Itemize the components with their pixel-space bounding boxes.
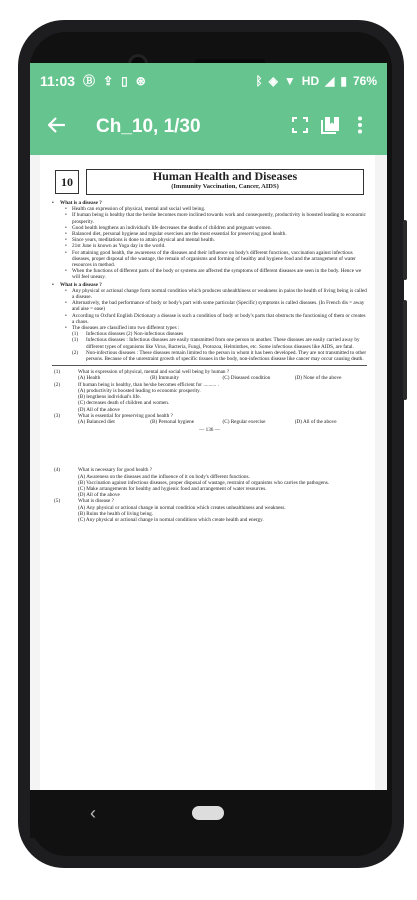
option: (B) Vaccination against infectious diseases, proper disposal of wastage, restraint of organisms who carries the pathogens.	[78, 479, 330, 486]
chapter-title-box	[86, 169, 364, 195]
note-text: Since years, meditations is done to attain physical and mental health.	[72, 237, 215, 244]
note-text: If human being is healthy that the he/she becomes more inclined towards work and consequently, productivity is boosted leading to economic prosperity.	[72, 212, 366, 225]
questions-section-2	[52, 467, 367, 523]
signal-icon: ◢	[325, 74, 335, 88]
question-text: What is necessary for good health ?	[78, 467, 153, 474]
note-text: Balanced diet, personal hygiene and regular exercises are the most essential for preserving good health.	[72, 231, 287, 238]
back-arrow-icon[interactable]	[42, 117, 72, 138]
note-text: Infectious diseases : Infectious diseases are easily transmitted from one person to another. These diseases are easily carried away by different types of organisms like Virus, Bacteria, Fungi, Protozoa, Helminthes, etc. Some infectious diseases like AIDS, are fatal.	[86, 337, 360, 350]
option: (D) None of the above	[294, 375, 342, 382]
question-number: (3)	[54, 412, 61, 419]
note-text: Health can expression of physical, mental and social well being.	[72, 206, 206, 213]
volume-button	[403, 300, 407, 400]
question-number: (4)	[54, 467, 61, 474]
battery-icon: ▮	[340, 74, 347, 88]
note-text: Any physical or actional change form normal condition which produces unhealthiness or weakness in pains the health of living being is called a disease.	[72, 287, 367, 301]
option: (C) Diseased condition	[222, 375, 271, 382]
sync-icon: ⊛	[135, 74, 146, 88]
questions-section	[52, 369, 367, 425]
option: (D) All of the above	[78, 406, 120, 413]
option: (B) Personal hygiene	[150, 418, 195, 425]
note-text: According to Oxford English Dictionary a disease is such a condition of body or body's parts that obstructs the functioning of them or creates a chaos.	[72, 312, 366, 325]
bookmarks-icon[interactable]	[315, 116, 345, 139]
option: (B) Ruins the health of living being.	[78, 510, 154, 517]
note-line	[52, 250, 367, 269]
chapter-subtitle: (Immunity Vaccination, Cancer, AIDS)	[171, 183, 279, 190]
status-bar	[30, 63, 387, 99]
app-bar	[30, 99, 387, 155]
question-text: What is disease ?	[78, 498, 114, 505]
option: (A) Awareness on the diseases and the influence of it on body's different functions.	[78, 473, 250, 480]
note-text: What is a disease ?	[60, 200, 102, 206]
note-line	[52, 313, 367, 325]
network-type: HD	[301, 74, 320, 88]
note-line	[52, 350, 367, 362]
option: (A) productivity is boosted leading to economic prosperity.	[78, 387, 201, 394]
item-number: (2)	[72, 349, 79, 356]
note-text: What is a disease ?	[60, 281, 102, 288]
fullscreen-icon[interactable]	[285, 117, 315, 138]
screen	[30, 63, 387, 790]
question-number: (2)	[54, 381, 61, 388]
page-content	[52, 199, 367, 523]
question-text: What is expression of physical, mental and social well being by human ?	[78, 369, 230, 376]
option: (A) Balanced diet	[78, 418, 115, 425]
vibrate-icon: ◈	[268, 74, 278, 88]
upload-icon: ⇪	[103, 74, 114, 88]
option: (C) decreases death of children and women.	[78, 400, 170, 407]
wifi-icon: ▼	[283, 74, 296, 88]
note-text: The diseases are classified into two different types :	[72, 325, 180, 332]
status-time: 11:03	[40, 73, 76, 89]
question	[52, 369, 367, 375]
more-options-icon[interactable]	[345, 116, 375, 139]
page-number: — 136 —	[199, 427, 220, 434]
document-title: Ch_10, 1/30	[96, 116, 201, 137]
question-number: (1)	[54, 369, 61, 376]
note-text: Good health lengthens an individual's life decreases the deaths of children and pregnant women.	[72, 224, 272, 231]
note-line	[52, 288, 367, 300]
question-options	[52, 419, 367, 425]
note-line	[52, 268, 367, 280]
nav-home-button[interactable]	[192, 806, 224, 820]
notification-b-icon: Ⓑ	[83, 74, 96, 88]
question-text: What is essential for preserving good health ?	[78, 412, 173, 419]
option: (D) All of the above	[294, 418, 337, 425]
sim-icon: ▯	[121, 74, 128, 88]
note-text: Non-infectious diseases : These diseases remain limited to the person in whom it has been developed. They are not transmitted to other persons. Because of the unrestraint growth of specific tissues in the body, non-infectious disease like cancer may occur causing death.	[86, 349, 367, 363]
battery-percent: 76%	[352, 74, 377, 88]
notes-section	[52, 200, 367, 362]
note-text: 21st June is known as Yoga day in the world.	[72, 243, 166, 250]
power-button	[403, 220, 407, 280]
note-text: Infectious diseases (2) Non-infectious diseases	[86, 331, 184, 338]
bluetooth-icon: ᛒ	[255, 74, 263, 88]
nav-back-icon[interactable]: ‹	[90, 803, 96, 823]
note-line	[52, 300, 367, 312]
question-number: (5)	[54, 498, 61, 505]
pdf-page[interactable]	[40, 155, 375, 790]
chapter-number: 10	[55, 170, 79, 194]
option: (A) Health	[78, 375, 101, 382]
note-text: When the functions of different parts of the body or systems are affected the symptoms of different diseases are seen in the body. Hence we will feel uneasy.	[72, 268, 362, 281]
question	[52, 382, 367, 388]
note-text: Alternatively, the bad performance of body or body's part with some particular (Specific) symptoms is called diseases. (In French dis = away and aise = ease)	[72, 300, 365, 313]
question	[52, 467, 367, 473]
option: (B) lengthens individual's life.	[78, 394, 141, 401]
item-number: (1)	[72, 337, 79, 344]
item-number: (1)	[72, 331, 79, 338]
note-text: For attaining good health, the awareness of the diseases and their influence on body's different functions, vaccination against infectious diseases, proper disposal of the wastage, the remain of organisms and forming of healthy and hygiene food and the arrangement of water resources in method.	[72, 249, 356, 269]
note-line	[52, 337, 367, 349]
option: (C) Regular exercise	[222, 418, 266, 425]
option: (A) Any physical or actional change in normal condition which creates unhealthiness and weakness.	[78, 504, 286, 511]
note-line	[52, 212, 367, 224]
option: (B) Immunity	[150, 375, 179, 382]
option: (D) All of the above	[78, 492, 120, 499]
option: (C) Make arrangements for healthy and hygienic food and arrangement of water resources.	[78, 485, 267, 492]
option: (C) Any physical or actional change in normal conditions which create health and energy.	[78, 516, 264, 523]
chapter-title: Human Health and Diseases	[152, 169, 298, 183]
navigation-bar	[30, 790, 387, 838]
divider	[52, 365, 367, 366]
question	[52, 413, 367, 419]
question-text: If human being is healthy, than he/she becomes efficient for .......... .	[78, 381, 219, 388]
question	[52, 498, 367, 504]
